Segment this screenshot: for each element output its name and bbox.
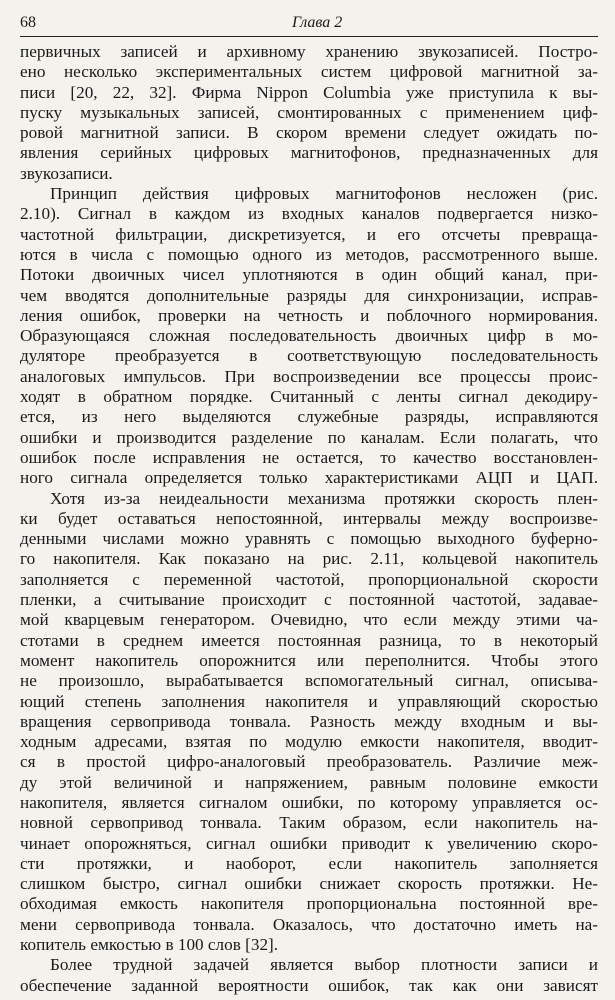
text-line: ходят в обратном порядке. Считанный с ленты сигнал декодиру-	[20, 387, 598, 407]
text-line: накопителя, является сигналом ошибки, по которому управляется ос-	[20, 792, 598, 812]
text-line: дуляторе преобразуется в соответствующую последовательность	[20, 346, 598, 366]
text-line: ся в простой цифро-аналоговый преобразователь. Различие меж-	[20, 752, 598, 772]
text-line: ющий степень заполнения накопителя и управляющий скоростью	[20, 691, 598, 711]
text-line: Принцип действия цифровых магнитофонов несложен (рис.	[50, 184, 598, 204]
text-line: мени сервопривода тонвала. Оказалось, что достаточно иметь на-	[20, 914, 598, 934]
text-line: ду этой величиной и напряжением, равным половине емкости	[20, 772, 598, 792]
text-line: заполняется с переменной частотой, пропорциональной скорости	[20, 569, 598, 589]
text-line: Образующаяся сложная последовательность двоичных цифр в мо-	[20, 326, 598, 346]
text-line: ются в числа с помощью одного из методов, рассмотренного выше.	[20, 244, 598, 264]
text-line: ного сигнала определяется только характеристиками АЦП и ЦАП.	[20, 468, 598, 488]
text-line: момент накопитель опорожнится или переполнится. Чтобы этого	[20, 650, 598, 670]
text-line: пуску музыкальных записей, смонтированных с применением циф-	[20, 102, 598, 122]
text-line: ления ошибок, проверки на четность и поблочного нормирования.	[20, 305, 598, 325]
text-line: го накопителя. Как показано на рис. 2.11, кольцевой накопитель	[20, 549, 598, 569]
text-line: не произошло, вырабатывается вспомогательный сигнал, описыва-	[20, 671, 598, 691]
text-line: ровой магнитной записи. В скором времени следует ожидать по-	[20, 123, 598, 143]
text-line: обходимая емкость накопителя пропорциональна постоянной вре-	[20, 894, 598, 914]
text-line: слишком быстро, сигнал ошибки снижает скорость протяжки. Не-	[20, 874, 598, 894]
text-line: пленки, а считывание происходит с постоянной частотой, задавае-	[20, 590, 598, 610]
text-line: 2.10). Сигнал в каждом из входных каналов подвергается низко-	[20, 204, 598, 224]
text-line: ено несколько экспериментальных систем цифровой магнитной за-	[20, 62, 598, 82]
text-line: мой кварцевым генератором. Очевидно, что если между этими ча-	[20, 610, 598, 630]
text-line: первичных записей и архивному хранению звукозаписей. Постро-	[20, 42, 598, 61]
text-line: сти протяжки, и наоборот, если накопитель заполняется	[20, 853, 598, 873]
text-line: копитель емкостью в 100 слов [32].	[20, 935, 279, 955]
body-text	[20, 42, 598, 996]
text-line: денными числами можно уравнять с помощью выходного буферно-	[20, 529, 598, 549]
chapter-title: Глава 2	[292, 14, 343, 31]
text-line: новной сервопривод тонвала. Таким образом, если накопитель на-	[20, 813, 598, 833]
text-line: звукозаписи.	[20, 163, 113, 183]
text-line: ошибок после исправления не остается, то качество восстановлен-	[20, 447, 598, 467]
text-line: Хотя из-за неидеальности механизма протяжки скорость плен-	[50, 488, 598, 508]
text-line: Потоки двоичных чисел уплотняются в один общий канал, при-	[20, 265, 598, 285]
text-line: ходным адресами, взятая по модулю емкости накопителя, вводит-	[20, 732, 598, 752]
running-header	[20, 10, 598, 37]
text-line: чинает опорожняться, сигнал ошибки приводит к увеличению скоро-	[20, 833, 598, 853]
text-line: явления серийных цифровых магнитофонов, предназначенных для	[20, 143, 598, 163]
text-line: Более трудной задачей является выбор плотности записи и	[50, 955, 598, 975]
text-line: ошибки и производится разделение по каналам. Если полагать, что	[20, 427, 598, 447]
text-line: ется, из него выделяются служебные разряды, исправляются	[20, 407, 598, 427]
text-line: стотами в среднем имеется постоянная разница, то в некоторый	[20, 630, 598, 650]
text-line: обеспечение заданной вероятности ошибок, так как они зависят	[20, 975, 598, 995]
text-line: ки будет оставаться непостоянной, интервалы между воспроизве-	[20, 508, 598, 528]
text-line: чем вводятся дополнительные разряды для синхронизации, исправ-	[20, 285, 598, 305]
text-line: вращения сервопривода тонвала. Разность между входным и вы-	[20, 711, 598, 731]
text-line: писи [20, 22, 32]. Фирма Nippon Columbia уже приступила к вы-	[20, 82, 598, 102]
text-line: аналоговых импульсов. При воспроизведении все процессы проис-	[20, 366, 598, 386]
page-number: 68	[20, 14, 36, 31]
text-line: частотной фильтрации, дискретизуется, и его отсчеты превраща-	[20, 224, 598, 244]
